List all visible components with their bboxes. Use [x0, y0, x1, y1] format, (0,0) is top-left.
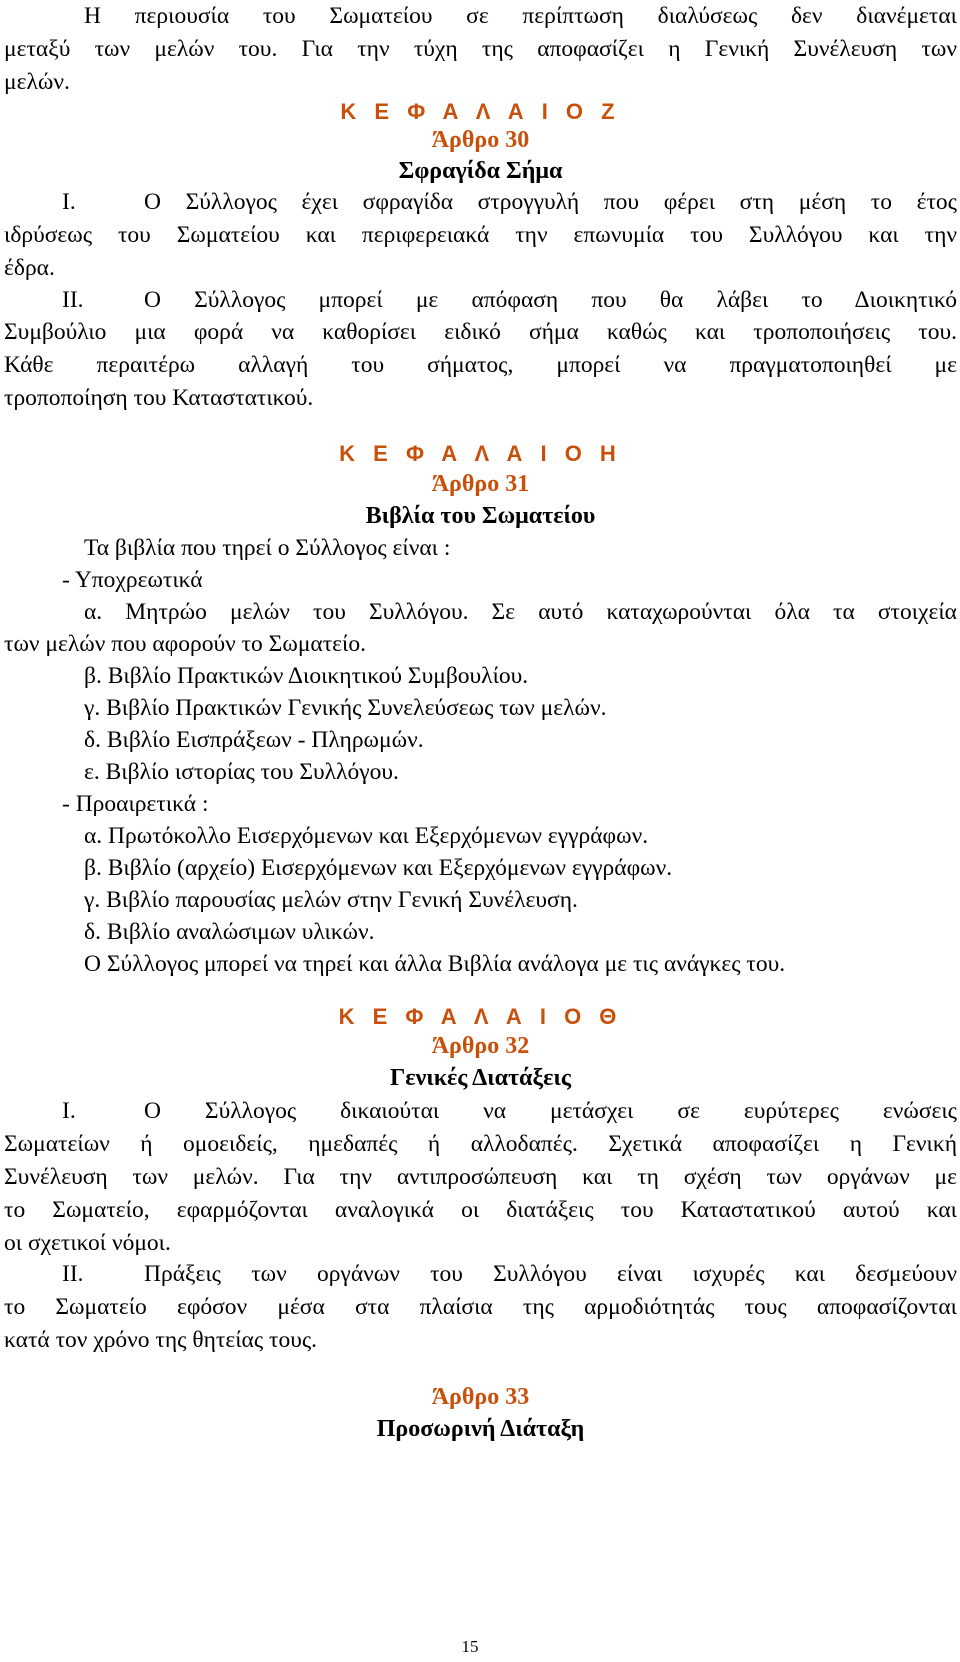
body-line: Συνέλευση των μελών. Για την αντιπροσώπευση και τη σχέση των οργάνων με [4, 1164, 957, 1190]
body-line: μεταξύ των μελών του. Για την τύχη της αποφασίζει η Γενική Συνέλευση των [4, 36, 957, 62]
body-line: κατά τον χρόνο της θητείας τους. [4, 1327, 318, 1353]
list-item: α. Μητρώο μελών του Συλλόγου. Σε αυτό καταχωρούνται όλα τα στοιχεία [84, 599, 957, 625]
article-number: Άρθρο 31 [431, 471, 530, 497]
body-line: των μελών που αφορούν το Σωματείο. [4, 631, 366, 657]
body-line: οι σχετικοί νόμοι. [4, 1230, 171, 1256]
list-item: δ. Βιβλίο αναλώσιμων υλικών. [84, 919, 375, 945]
body-line: Σωματείων ή ομοειδείς, ημεδαπές ή αλλοδαπές. Σχετικά αποφασίζει η Γενική [4, 1131, 957, 1157]
article-number: Άρθρο 32 [431, 1033, 530, 1059]
article-title: Προσωρινή Διάταξη [376, 1416, 585, 1442]
article-title: Γενικές Διατάξεις [390, 1065, 571, 1091]
body-line: Ο Σύλλογος μπορεί να τηρεί και άλλα Βιβλία ανάλογα με τις ανάγκες του. [84, 951, 786, 977]
page-number: 15 [461, 1637, 479, 1656]
chapter-heading: Κ Ε Φ Α Λ Α Ι Ο Η [339, 441, 622, 466]
paragraph-text: Ο Σύλλογος δικαιούται να μετάσχει σε ευρύτερες ενώσεις [144, 1098, 957, 1124]
paragraph-number: ΙΙ. [62, 287, 84, 313]
list-heading: - Προαιρετικά : [62, 791, 209, 817]
paragraph-number: Ι. [62, 1098, 76, 1124]
list-heading: - Υποχρεωτικά [62, 567, 203, 593]
article-number: Άρθρο 33 [431, 1384, 530, 1410]
list-item: γ. Βιβλίο Πρακτικών Γενικής Συνελεύσεως των μελών. [84, 695, 607, 721]
body-line: τροποποίηση του Καταστατικού. [4, 385, 314, 411]
list-item: α. Πρωτόκολλο Εισερχόμενων και Εξερχόμενων εγγράφων. [84, 823, 649, 849]
body-line: έδρα. [4, 255, 55, 281]
paragraph-text: Ο Σύλλογος έχει σφραγίδα στρογγυλή που φέρει στη μέση το έτος [144, 189, 957, 215]
list-item: β. Βιβλίο (αρχείο) Εισερχόμενων και Εξερχόμενων εγγράφων. [84, 855, 673, 881]
body-line: Συμβούλιο μια φορά να καθορίσει ειδικό σήμα καθώς και τροποποιήσεις του. [4, 319, 957, 345]
body-line: Τα βιβλία που τηρεί ο Σύλλογος είναι : [84, 535, 451, 561]
paragraph-number: ΙΙ. [62, 1261, 84, 1287]
list-item: ε. Βιβλίο ιστορίας του Συλλόγου. [84, 759, 399, 785]
paragraph-text: Πράξεις των οργάνων του Συλλόγου είναι ισχυρές και δεσμεύουν [144, 1261, 957, 1287]
list-item: β. Βιβλίο Πρακτικών Διοικητικού Συμβουλίου. [84, 663, 529, 689]
body-line: Κάθε περαιτέρω αλλαγή του σήματος, μπορεί να πραγματοποιηθεί με [4, 352, 957, 378]
body-line: ιδρύσεως του Σωματείου και περιφερειακά την επωνυμία του Συλλόγου και την [4, 222, 957, 248]
paragraph-number: Ι. [62, 189, 76, 215]
body-line: το Σωματείο, εφαρμόζονται αναλογικά οι διατάξεις του Καταστατικού αυτού και [4, 1197, 957, 1223]
chapter-heading: Κ Ε Φ Α Λ Α Ι Ο Ζ [340, 99, 621, 124]
paragraph-text: Ο Σύλλογος μπορεί με απόφαση που θα λάβει το Διοικητικό [144, 287, 957, 313]
article-title: Βιβλία του Σωματείου [365, 503, 596, 529]
chapter-heading: Κ Ε Φ Α Λ Α Ι Ο Θ [338, 1004, 623, 1029]
list-item: γ. Βιβλίο παρουσίας μελών στην Γενική Συνέλευση. [84, 887, 578, 913]
article-number: Άρθρο 30 [431, 127, 530, 153]
list-item: δ. Βιβλίο Εισπράξεων - Πληρωμών. [84, 727, 424, 753]
body-line: Η περιουσία του Σωματείου σε περίπτωση διαλύσεως δεν διανέμεται [84, 3, 957, 29]
body-line: μελών. [4, 69, 70, 95]
body-line: το Σωματείο εφόσον μέσα στα πλαίσια της αρμοδιότητάς τους αποφασίζονται [4, 1294, 957, 1320]
article-title: Σφραγίδα Σήμα [398, 158, 563, 184]
